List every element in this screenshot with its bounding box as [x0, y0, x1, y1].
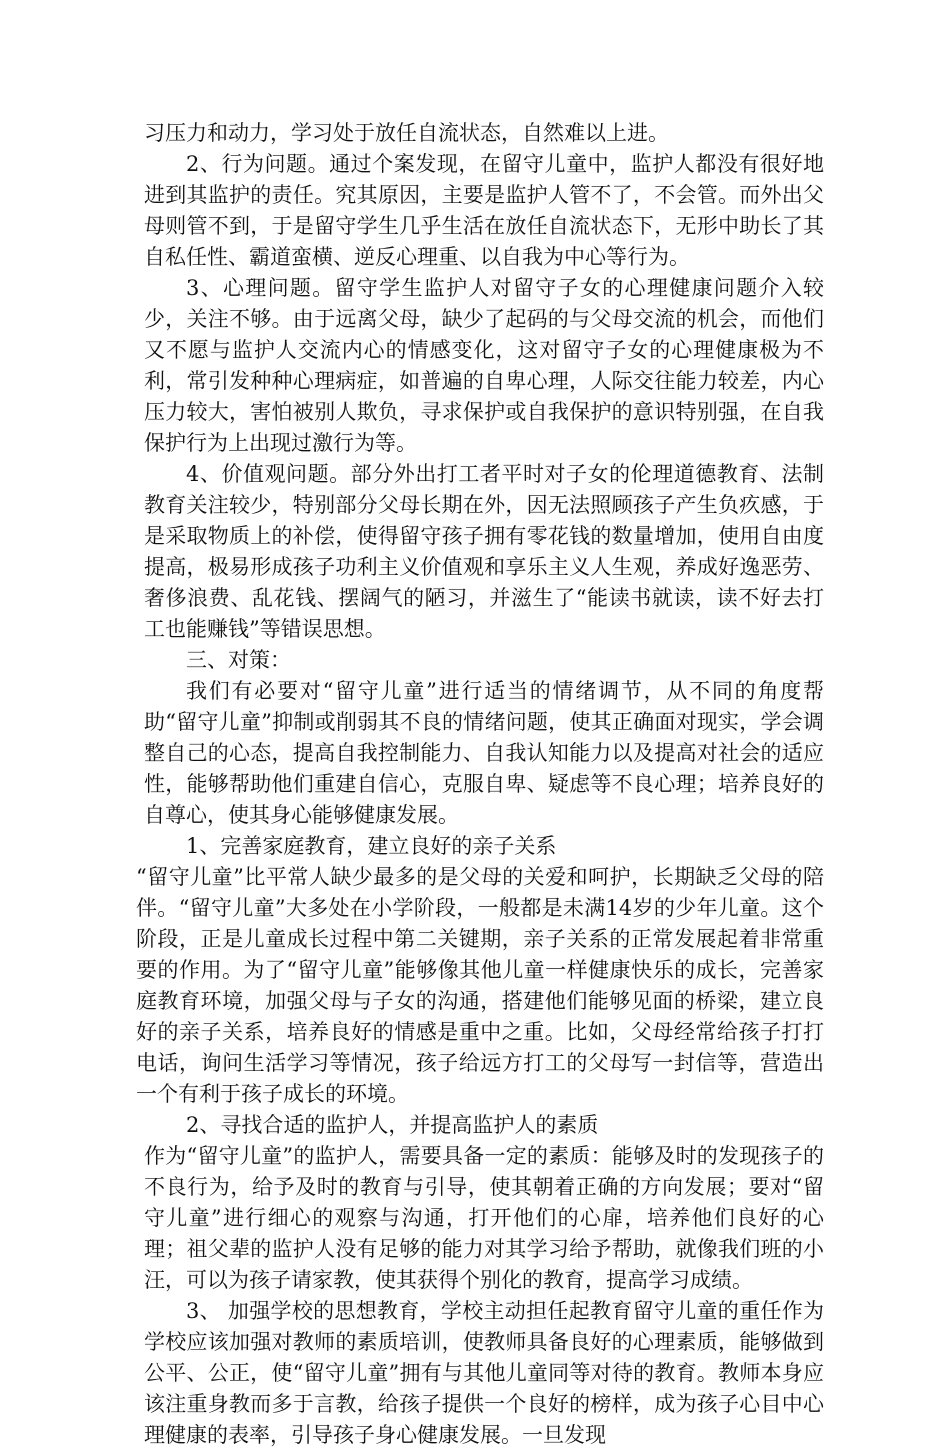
paragraph-behavior-problem: 2、行为问题。通过个案发现，在留守儿童中，监护人都没有很好地进到其监护的责任。究其原因，主要是监护人管不了，不会管。而外出父母则管不到，于是留守学生几乎生活在放任自流状态下，无形中助长了其自私任性、霸道蛮横、逆反心理重、以自我为中心等行为。 — [144, 152, 824, 269]
subheading-guardian: 2、寻找合适的监护人，并提高监护人的素质 — [186, 1113, 599, 1137]
paragraph-school-education: 3、 加强学校的思想教育，学校主动担任起教育留守儿童的重任作为学校应该加强对教师的素质培训，使教师具备良好的心理素质，能够做到公平、公正，使“留守儿童”拥有与其他儿童同等对待的教育。教师本身应该注重身教而多于言教，给孩子提供一个良好的榜样，成为孩子心目中心理健康的表率，引导孩子身心健康发展。一旦发现 — [144, 1299, 824, 1447]
paragraph-family-education: “留守儿童”比平常人缺少最多的是父母的关爱和呵护，长期缺乏父母的陪伴。“留守儿童”大多处在小学阶段，一般都是未满14岁的少年儿童。这个阶段，正是儿童成长过程中第二关键期，亲子关系的正常发展起着非常重要的作用。为了“留守儿童”能够像其他儿童一样健康快乐的成长，完善家庭教育环境，加强父母与子女的沟通，搭建他们能够见面的桥梁，建立良好的亲子关系，培养良好的情感是重中之重。比如，父母经常给孩子打打电话，询问生活学习等情况，孩子给远方打工的父母写一封信等，营造出一个有利于孩子成长的环境。 — [136, 865, 824, 1106]
paragraph-values-problem: 4、价值观问题。部分外出打工者平时对子女的伦理道德教育、法制教育关注较少，特别部分父母长期在外，因无法照顾孩子产生负疚感，于是采取物质上的补偿，使得留守孩子拥有零花钱的数量增加，使用自由度提高，极易形成孩子功利主义价值观和享乐主义人生观，养成好逸恶劳、奢侈浪费、乱花钱、摆阔气的陋习，并滋生了“能读书就读，读不好去打工也能赚钱”等错误思想。 — [144, 462, 824, 641]
subheading-family-education: 1、完善家庭教育，建立良好的亲子关系 — [186, 834, 557, 858]
paragraph-emotion-regulation: 我们有必要对“留守儿童”进行适当的情绪调节，从不同的角度帮助“留守儿童”抑制或削弱其不良的情绪问题，使其正确面对现实，学会调整自己的心态，提高自我控制能力、自我认知能力以及提高对社会的适应性，能够帮助他们重建自信心，克服自卑、疑虑等不良心理；培养良好的自尊心，使其身心能够健康发展。 — [144, 679, 824, 827]
paragraph-continuation: 习压力和动力，学习处于放任自流状态，自然难以上进。 — [144, 121, 669, 145]
document-body — [136, 118, 824, 1451]
section-heading-countermeasures: 三、对策： — [186, 648, 291, 672]
paragraph-guardian: 作为“留守儿童”的监护人，需要具备一定的素质：能够及时的发现孩子的不良行为，给予及时的教育与引导，使其朝着正确的方向发展；要对“留守儿童”进行细心的观察与沟通，打开他们的心扉，培养他们良好的心理；祖父辈的监护人没有足够的能力对其学习给予帮助，就像我们班的小汪，可以为孩子请家教，使其获得个别化的教育，提高学习成绩。 — [144, 1144, 824, 1292]
paragraph-psychological-problem: 3、心理问题。留守学生监护人对留守子女的心理健康问题介入较少，关注不够。由于远离父母，缺少了起码的与父母交流的机会，而他们又不愿与监护人交流内心的情感变化，这对留守子女的心理健康极为不利，常引发种种心理病症，如普遍的自卑心理，人际交往能力较差，内心压力较大，害怕被别人欺负，寻求保护或自我保护的意识特别强，在自我保护行为上出现过激行为等。 — [144, 276, 824, 455]
